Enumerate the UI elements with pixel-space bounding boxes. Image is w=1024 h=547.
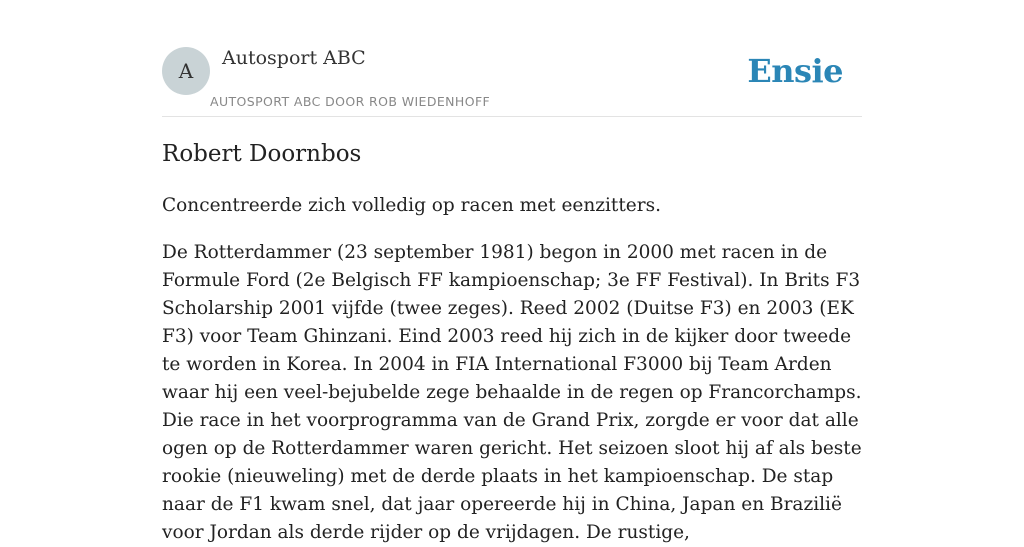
author-name[interactable]: Autosport ABC: [222, 47, 366, 69]
ensie-logo[interactable]: Ensie: [747, 52, 843, 90]
article-title: Robert Doornbos: [162, 141, 362, 167]
article-body: De Rotterdammer (23 september 1981) begon in 2000 met racen in de Formule Ford (2e Belgisch FF kampioenschap; 3e FF Festival). In Brits F3 Scholarship 2001 vijfde (twee zeges). Reed 2002 (Duitse F3) en 2003 (EK F3) voor Team Ghinzani. Eind 2003 reed hij zich in de kijker door tweede te worden in Korea. In 2004 in FIA International F3000 bij Team Arden waar hij een veel-bejubelde zege behaalde in de regen op Francorchamps. Die race in het voorprogramma van de Grand Prix, zorgde er voor dat alle ogen op de Rotterdammer waren gericht. Het seizoen sloot hij af als beste rookie (nieuweling) met de derde plaats in het kampioenschap. De stap naar de F1 kwam snel, dat jaar opereerde hij in China, Japan en Brazilië voor Jordan als derde rijder op de vrijdagen. De rustige,: [162, 242, 862, 543]
author-byline: AUTOSPORT ABC DOOR ROB WIEDENHOFF: [210, 94, 491, 109]
article-lead: Concentreerde zich volledig op racen met eenzitters.: [162, 195, 661, 216]
article-content: [162, 138, 862, 547]
article-header: [162, 47, 862, 117]
author-avatar[interactable]: A: [162, 47, 210, 95]
